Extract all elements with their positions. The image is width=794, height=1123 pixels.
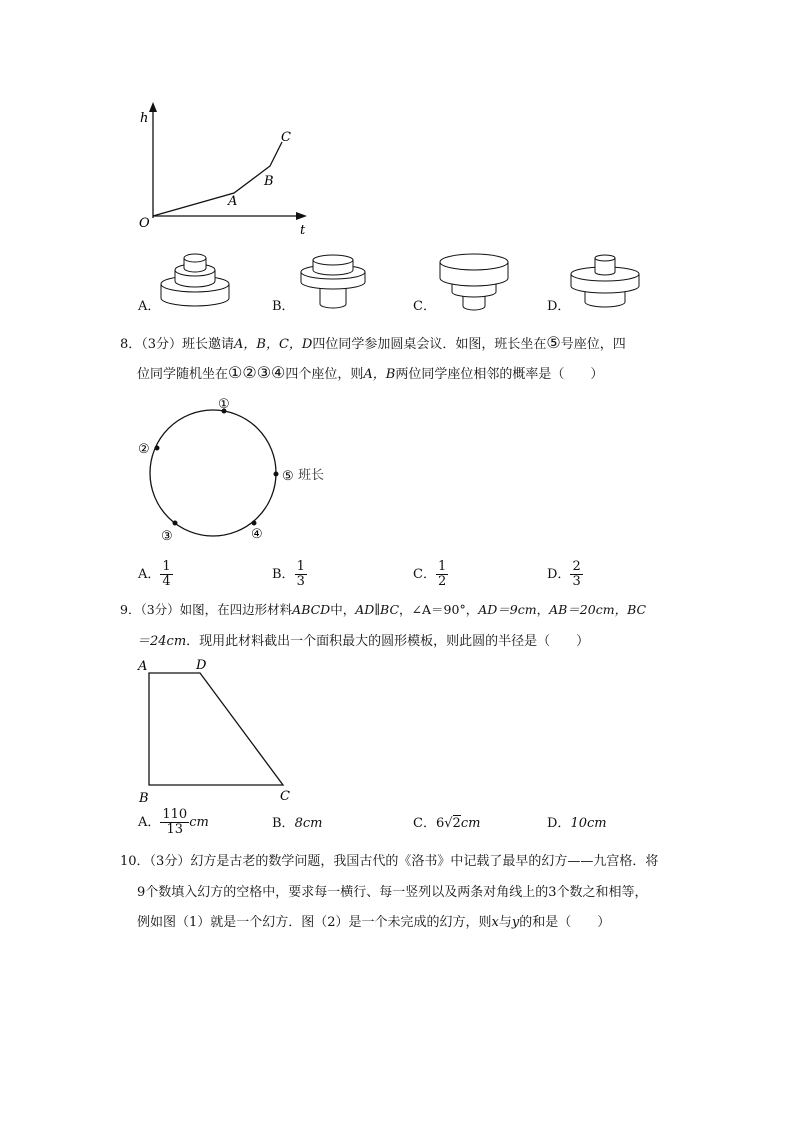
q9-label-d: D <box>196 658 207 673</box>
q9-label-b: B <box>139 791 149 805</box>
q9-label-c: C <box>280 789 290 804</box>
q8-seat-label-5: ⑤ <box>282 469 294 484</box>
q7-option-a-figure <box>155 248 235 314</box>
q9-option-c: C．6√2cm <box>413 816 481 831</box>
q8-seat-dot-4 <box>252 521 257 526</box>
q9-quadrilateral-figure <box>130 655 300 805</box>
q7-label-h: h <box>140 111 149 126</box>
q8-seat-dot-3 <box>173 521 178 526</box>
q10-stem-line2: 9个数填入幻方的空格中，要求每一横行、每一竖列以及两条对角线上的3个数之和相等， <box>137 885 648 900</box>
q7-label-a: A <box>228 194 238 209</box>
sqrt-symbol-icon: √ <box>444 816 453 831</box>
q8-seat-label-4: ④ <box>251 527 263 542</box>
q7-label-o: O <box>139 216 150 231</box>
q10-stem-line1: 10．（3分）幻方是古老的数学问题，我国古代的《洛书》中记载了最早的幻方——九宫格．将 <box>120 854 659 869</box>
q9-option-d: D．10cm <box>547 816 607 831</box>
q8-seat-label-1: ① <box>218 397 230 412</box>
q7-x-arrow <box>296 212 307 220</box>
q8-option-d: D． $\frac{2}{3}$ <box>547 559 581 589</box>
q9-option-a: A． $\frac{110}{13}$ cm <box>138 807 209 837</box>
q7-label-t: t <box>300 223 306 238</box>
q8-monitor-label: 班长 <box>298 468 325 483</box>
q7-label-c: C <box>281 130 291 145</box>
q7-option-c-figure <box>434 250 514 316</box>
q8-option-a: A． $\frac{1}{4}$ <box>138 559 171 589</box>
q7-curve <box>153 142 282 216</box>
q10-stem-line3: 例如图（1）就是一个幻方．图（2）是一个未完成的幻方，则x与y的和是（ ） <box>137 915 611 930</box>
q8-stem-line1: 8．（3分）班长邀请A，B，C，D四位同学参加圆桌会议．如图，班长坐在⑤号座位，四 <box>120 333 626 352</box>
q9-label-a: A <box>138 659 148 674</box>
q8-stem-line2: 位同学随机坐在①②③④四个座位，则A，B两位同学座位相邻的概率是（ ） <box>137 363 604 382</box>
q8-seat-figure <box>130 392 340 542</box>
q7-option-c-label: C． <box>413 299 436 314</box>
q8-seat-dot-5 <box>274 472 279 477</box>
q7-option-b-label: B． <box>272 299 295 314</box>
q9-stem-line1: 9．（3分）如图，在四边形材料ABCD中，AD∥BC，∠A＝90°，AD＝9cm，AB＝20cm，BC <box>120 602 647 617</box>
q8-seat-label-3: ③ <box>161 529 173 542</box>
q7-option-d-label: D． <box>547 299 571 314</box>
q7-option-a-label: A． <box>138 299 161 314</box>
q9-stem-line2: ＝24cm．现用此材料截出一个面积最大的圆形模板，则此圆的半径是（ ） <box>137 634 590 649</box>
q7-y-arrow <box>149 102 157 112</box>
q8-seat-dot-2 <box>155 446 160 451</box>
q9-quadrilateral <box>149 673 283 785</box>
q9-option-b: B．8cm <box>272 816 323 831</box>
q7-option-d-figure <box>565 248 645 314</box>
q8-table-circle <box>150 410 276 536</box>
q8-option-b: B． $\frac{1}{3}$ <box>272 559 305 589</box>
q8-seat-label-2: ② <box>138 442 150 457</box>
q7-label-b: B <box>264 174 274 189</box>
q7-graph <box>130 100 320 240</box>
q7-option-b-figure <box>293 250 373 316</box>
q8-option-c: C． $\frac{1}{2}$ <box>413 559 447 589</box>
